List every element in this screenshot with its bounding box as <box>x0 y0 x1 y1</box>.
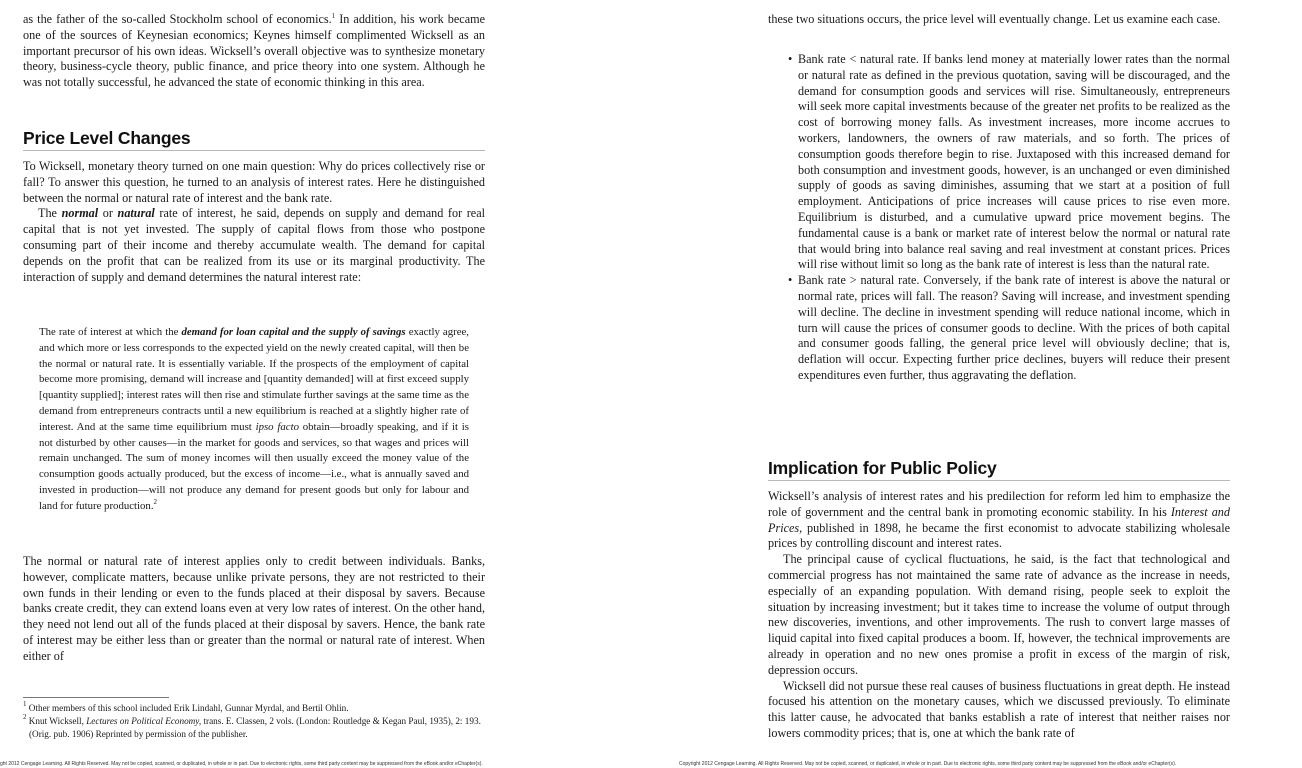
footnotes <box>23 702 493 741</box>
bullet-icon: • <box>788 52 793 66</box>
footnote-2: $^2$ Knut Wicksell, Lectures on Political Economy, trans. E. Classen, 2 vols. (London: Routledge & Kegan Paul, 1935), 2: 193. (Orig. pub. 1906) Reprinted by permission of the publisher. <box>23 713 481 739</box>
body-paragraph: The principal cause of cyclical fluctuations, he said, is the fact that technological and commercial progress has not maintained the same rate of advance as the increase in needs, especially of an expanding population. With demand rising, people seek to exploit the situation by increasing investment; but it takes time to increase the volume of output through new discoveries, inventions, and other improvements. The rush to convert large masses of liquid capital into fixed capital produces a boom. If, however, the technical improvements are already in operation and no new ones promise a profit in excess of the margin of risk, depression occurs. <box>768 552 1230 677</box>
left-closing-block <box>23 554 485 665</box>
body-paragraph: The normal or natural rate of interest applies only to credit between individuals. Banks, however, complicate matters, because unlike private persons, they are not restricted to their own funds in their lending or even to the funds placed at their disposal by savers. Because banks create credit, they can extend loans even at very low rates of interest. On the other hand, they need not lend out all of the funds placed at their disposal by savers. Hence, the bank rate of interest may be either less than or greater than the normal or natural rate of interest. When either of <box>23 554 485 663</box>
left-intro-block <box>23 12 485 91</box>
left-body-block <box>23 159 485 285</box>
footnote-ref-1[interactable]: 1 <box>331 12 336 20</box>
bullet-list-block <box>768 52 1230 384</box>
section-heading-implication-for-public-policy: Implication for Public Policy <box>768 458 1230 481</box>
bullet-list <box>768 52 1230 384</box>
body-paragraph: Wicksell did not pursue these real causes of business fluctuations in great depth. He instead focused his attention on the monetary causes, which we discussed previously. To eliminate this latter cause, he advocated that banks establish a rate of interest that neither raises nor lowers commodity prices; that is, one at which the bank rate of <box>768 678 1230 740</box>
right-page <box>651 0 1302 768</box>
bullet-icon: • <box>788 273 793 288</box>
quote-paragraph: The rate of interest at which the demand for loan capital and the supply of savings exactly agree, and which more or less corresponds to the expected yield on the newly created capital, will then be the normal or natural rate. It is essentially variable. If the prospects of the employment of capital become more promising, demand will increase and [quantity demanded] will at first exceed supply [quantity supplied]; interest rates will then rise and stimulate further savings at the same time as the demand from entrepreneurs contracts until a new equilibrium is reached at a slightly higher rate of interest. And at the same time equilibrium must ipso facto obtain—broadly speaking, and if it is not disturbed by other causes—in the market for goods and services, so that wages and prices will remain unchanged. The sum of money incomes will then usually exceed the money value of the consumption goods actually produced, but the excess of income—i.e., what is annually saved and invested in production—will not produce any demand for present goods but only for labour and land for future production.$^2$ <box>39 326 469 512</box>
footnote-1: $^1$ Other members of this school included Erik Lindahl, Gunnar Myrdal, and Bertil Ohlin. <box>23 700 349 713</box>
section-heading-price-level-changes: Price Level Changes <box>23 128 485 151</box>
block-quote <box>23 325 485 515</box>
right-body-block <box>768 489 1230 742</box>
body-paragraph: Wicksell’s analysis of interest rates and his predilection for reform led him to emphasize the role of government and the central bank in promoting economic stability. In his Interest and Prices, published in 1898, he became the first economist to advocate stabilizing wholesale prices by controlling discount and interest rates. <box>768 489 1230 551</box>
copyright-notice: ght 2012 Cengage Learning. All Rights Reserved. May not be copied, scanned, or duplicated, in whole or in part. Due to electronic rights, some third party content may be suppressed from the eBook and/or eChapter(s). <box>0 761 483 767</box>
public-policy-section <box>768 458 1230 481</box>
price-level-section <box>23 128 485 151</box>
body-paragraph: these two situations occurs, the price level will eventually change. Let us examine each case. <box>768 12 1221 26</box>
list-item: • Bank rate < natural rate. If banks lend money at materially lower rates than the normal or natural rate as defined in the previous quotation, saving will be discouraged, and the demand for consumption goods and services will rise. Simultaneously, entrepreneurs will seek more capital investments because of the greater net profits to be realized as the cost of borrowing money falls. As investment increases, more income accrues to workers, landowners, the owners of raw materials, and so forth. The prices of consumption goods therefore begin to rise. Juxtaposed with this increased demand for both consumption and investment goods, however, is an unchanged or even diminished supply of goods as saving diminishes, assuming that we start at a position of full employment. Anticipations of price increases will cause prices to rise even more. Equilibrium is disturbed, and a cumulative upward price movement begins. The fundamental cause is a bank or market rate of interest below the normal or natural rate that would bring into balance real saving and real investment at constant prices. Prices will rise without limit so long as the bank rate of interest is less than the natural rate. <box>788 52 1230 272</box>
body-paragraph: The normal or natural rate of interest, he said, depends on supply and demand for real capital that is not yet invested. The supply of capital flows from those who postpone consuming part of their income and thereby accumulate wealth. The demand for capital depends on the profit that can be realized from its use or its marginal productivity. The interaction of supply and demand determines the natural interest rate: <box>23 206 486 284</box>
left-intro-paragraph: as the father of the so-called Stockholm school of economics.$^1$ In addition, his work became one of the sources of Keynesian economics; Keynes himself complimented Wicksell as an important precursor of his own ideas. Wicksell’s overall objective was to synthesize monetary theory, business-cycle theory, public finance, and price theory into one system. Although he was not totally successful, he advanced the state of economic thinking in this area. <box>23 12 485 90</box>
list-item: • Bank rate > natural rate. Conversely, if the bank rate of interest is above the natural or normal rate, prices will fall. The reason? Saving will increase, and investment spending will decline. The decline in investment spending will reduce national income, which in turn will cause the prices of consumer goods to decline. With the prices of both capital and consumer goods falling, the general price level will obviously decline; that is, deflation will occur. Expecting further price declines, buyers will reduce their present expenditures even further, thus aggravating the deflation. <box>788 273 1230 382</box>
body-paragraph: To Wicksell, monetary theory turned on one main question: Why do prices collectively rise or fall? To answer this question, he turned to an analysis of interest rates. Here he distinguished between the normal or natural rate of interest and the bank rate. <box>23 159 485 205</box>
footnote-ref-2[interactable]: 2 <box>153 497 158 506</box>
right-intro-block <box>768 12 1230 28</box>
footnote-divider <box>23 697 169 698</box>
copyright-notice: Copyright 2012 Cengage Learning. All Rights Reserved. May not be copied, scanned, or duplicated, in whole or in part. Due to electronic rights, some third party content may be suppressed from the eBook and/or eChapter(s). <box>679 761 1177 767</box>
